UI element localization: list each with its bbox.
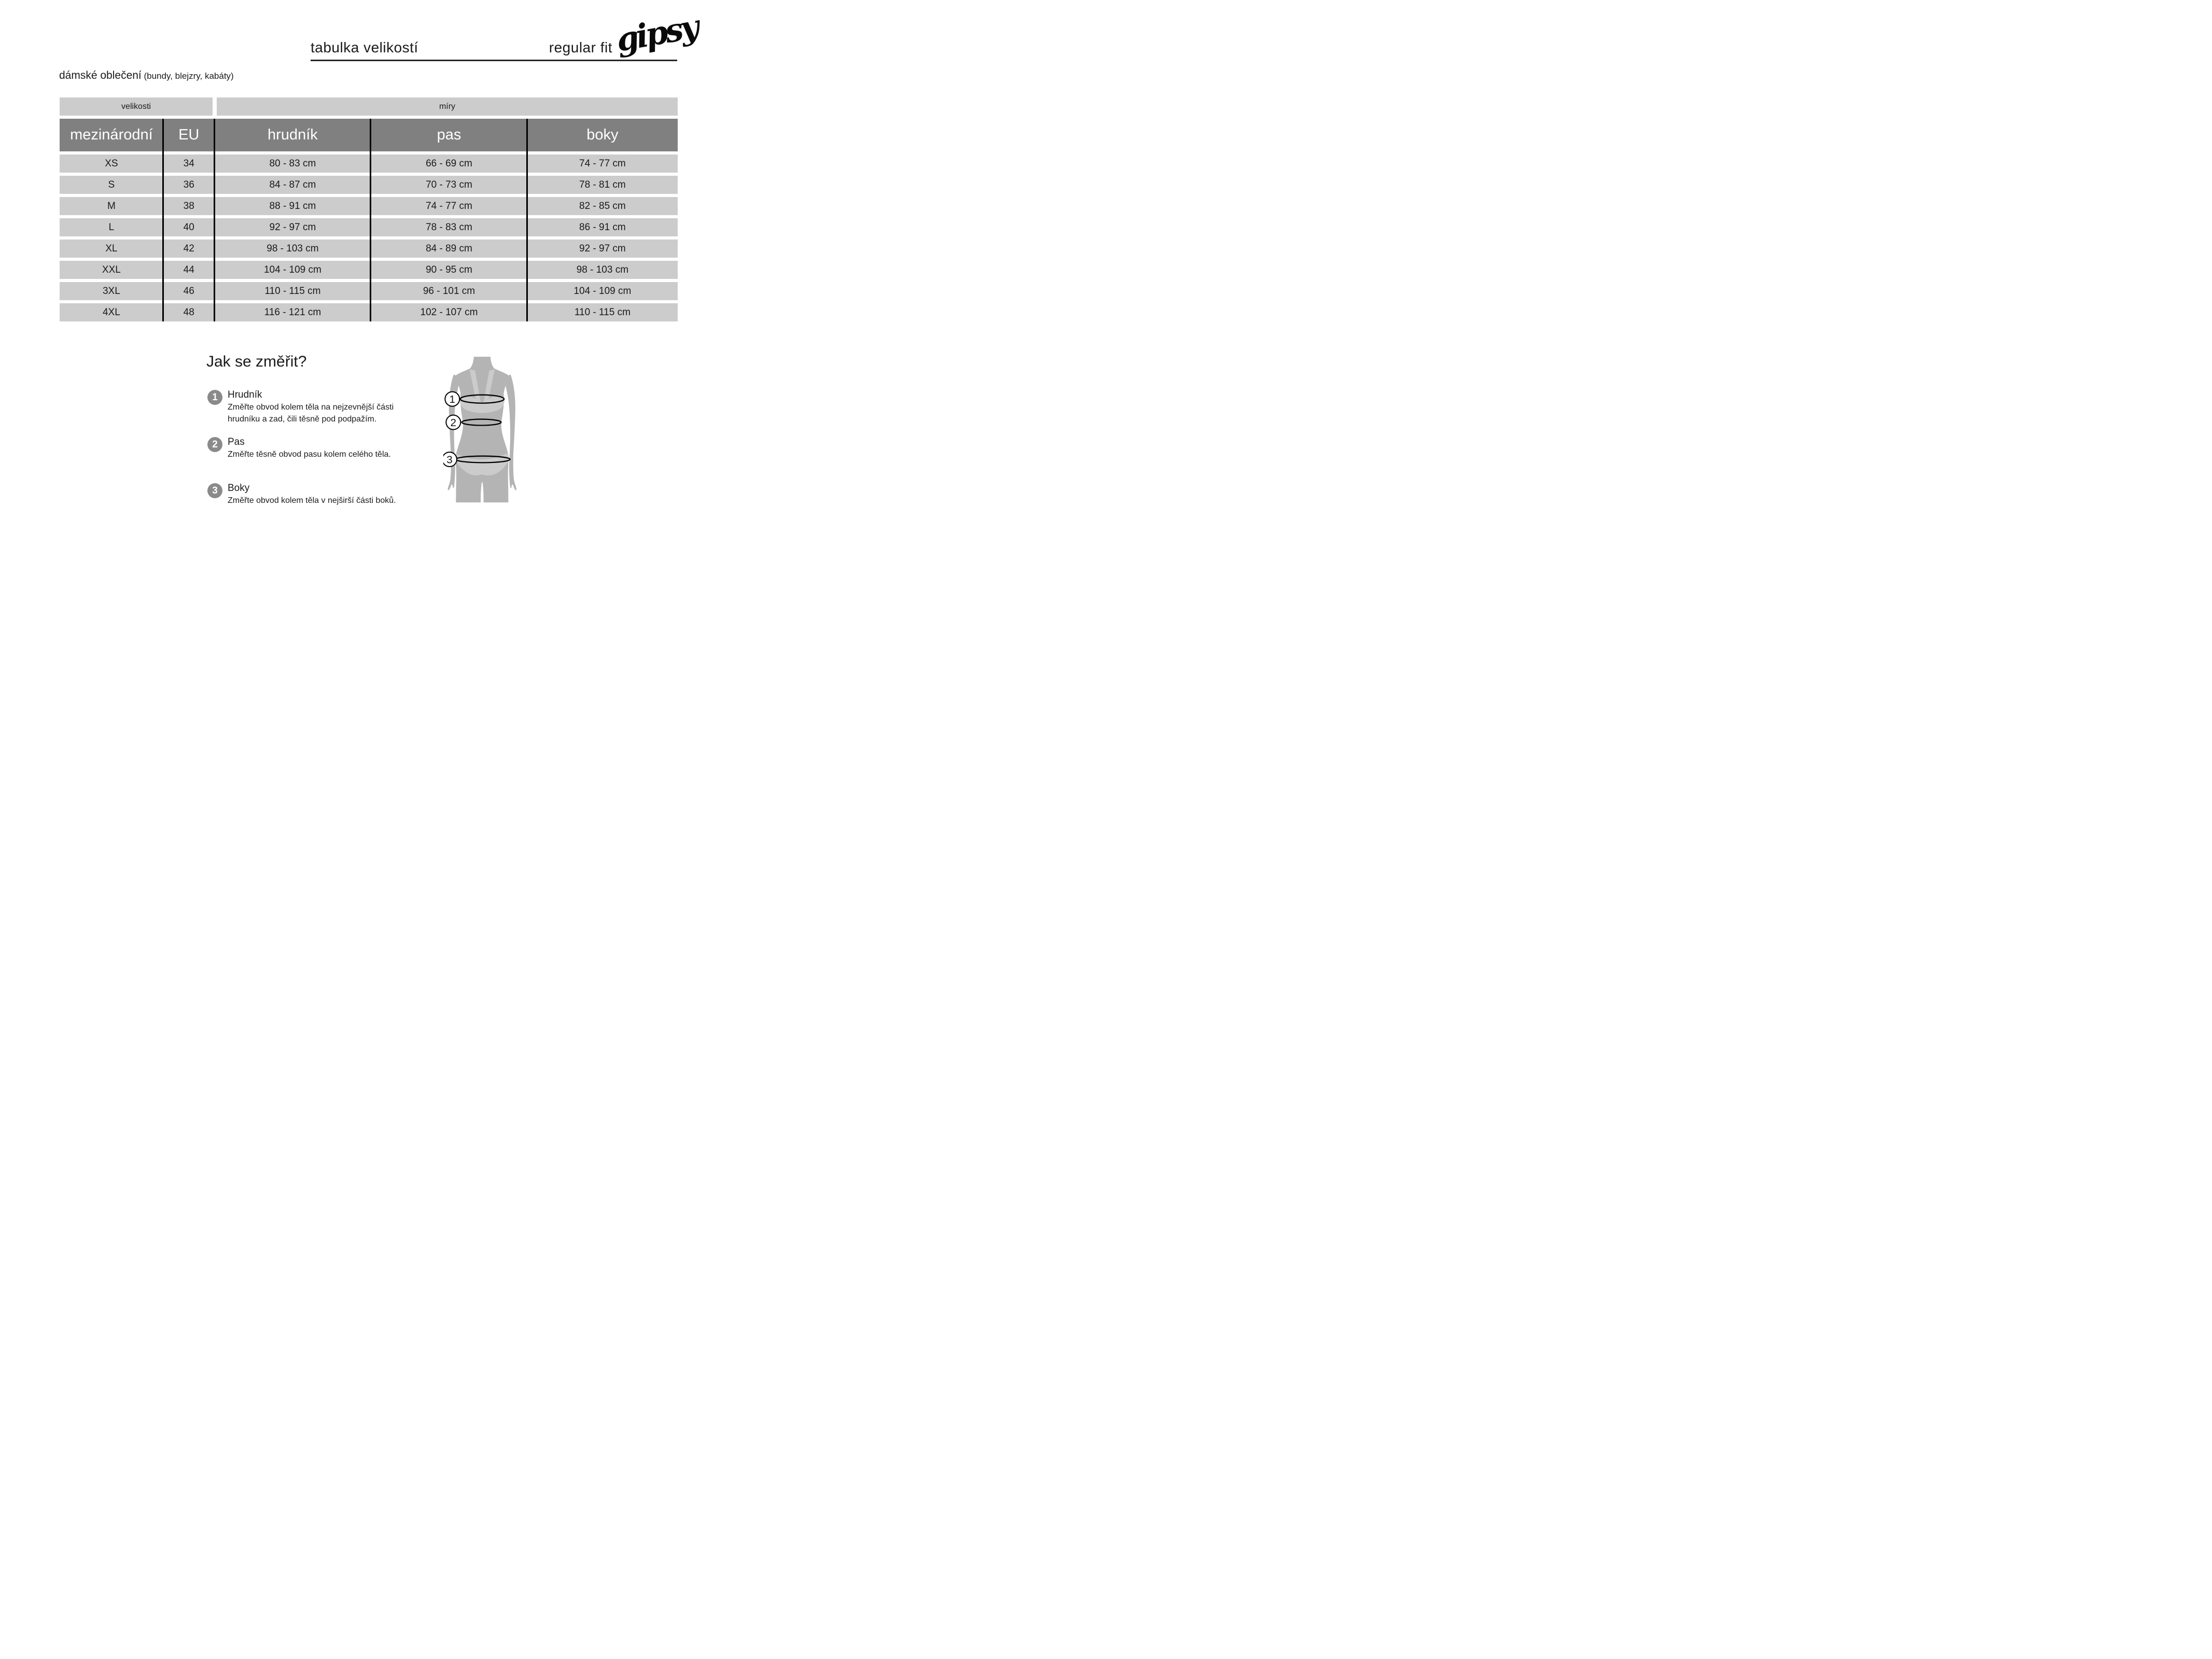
table-row	[60, 197, 678, 215]
howto-heading: Jak se změřit?	[206, 353, 307, 370]
table-cell-hips: 86 - 91 cm	[579, 221, 626, 233]
table-cell-waist: 70 - 73 cm	[426, 179, 472, 190]
column-header-eu: EU	[178, 126, 200, 143]
step-3-desc-line: Změřte obvod kolem těla v nejširší části boků.	[228, 496, 396, 505]
table-cell-chest: 104 - 109 cm	[263, 264, 321, 275]
table-row	[60, 240, 678, 258]
table-cell-intl: 4XL	[102, 306, 120, 318]
table-cell-chest: 98 - 103 cm	[267, 243, 319, 254]
table-cell-intl: XXL	[102, 264, 121, 275]
table-cell-intl: XS	[105, 158, 118, 169]
table-cell-eu: 42	[183, 243, 194, 254]
table-cell-chest: 116 - 121 cm	[264, 306, 321, 318]
table-row	[60, 282, 678, 300]
table-cell-intl: L	[108, 221, 115, 233]
figure-label-3: 3	[446, 454, 453, 466]
category-name: dámské oblečení	[59, 69, 142, 81]
step-1-badge: 1	[207, 390, 222, 405]
brand-logo: gipsy	[613, 7, 700, 59]
step-2-desc-line: Změřte těsně obvod pasu kolem celého těla.	[228, 450, 391, 459]
table-cell-chest: 110 - 115 cm	[264, 285, 321, 297]
table-row	[60, 218, 678, 236]
table-cell-eu: 34	[183, 158, 194, 169]
table-cell-hips: 78 - 81 cm	[579, 179, 626, 190]
group-header-measures: míry	[217, 97, 678, 116]
figure-label-1: 1	[449, 393, 456, 405]
column-header-hips: boky	[586, 126, 619, 143]
group-header-sizes: velikosti	[60, 97, 213, 116]
step-1-title: Hrudník	[228, 389, 262, 400]
table-cell-chest: 92 - 97 cm	[269, 221, 316, 233]
table-cell-waist: 96 - 101 cm	[423, 285, 475, 297]
table-cell-eu: 46	[183, 285, 194, 297]
table-cell-hips: 92 - 97 cm	[579, 243, 626, 254]
table-cell-hips: 74 - 77 cm	[579, 158, 626, 169]
column-divider	[162, 119, 164, 321]
figure-torso	[455, 357, 509, 502]
category-subtitle	[59, 69, 234, 82]
table-cell-eu: 44	[183, 264, 194, 275]
howto-item-hips	[207, 482, 396, 507]
step-3-title: Boky	[228, 483, 250, 494]
table-cell-eu: 36	[183, 179, 194, 190]
column-divider	[214, 119, 215, 321]
howto-item-chest	[207, 389, 394, 425]
column-header-chest: hrudník	[268, 126, 318, 143]
table-cell-chest: 80 - 83 cm	[269, 158, 316, 169]
step-3-badge: 3	[207, 483, 222, 498]
column-divider	[370, 119, 371, 321]
table-cell-eu: 40	[183, 221, 194, 233]
step-1-desc-line: Změřte obvod kolem těla na nejzevnější části	[228, 403, 394, 412]
table-cell-hips: 82 - 85 cm	[579, 200, 626, 212]
howto-item-waist	[207, 436, 391, 460]
table-cell-intl: M	[107, 200, 116, 212]
table-cell-hips: 98 - 103 cm	[576, 264, 629, 275]
column-header-waist: pas	[437, 126, 461, 143]
table-cell-waist: 66 - 69 cm	[426, 158, 472, 169]
table-cell-intl: 3XL	[102, 285, 120, 297]
step-1-desc-line: hrudníku a zad, čili těsně pod podpažím.	[228, 415, 377, 424]
fit-label: regular fit	[549, 39, 612, 55]
page-title: tabulka velikostí	[311, 39, 418, 55]
table-cell-hips: 110 - 115 cm	[574, 306, 631, 318]
table-cell-waist: 74 - 77 cm	[426, 200, 472, 212]
table-column-header	[60, 119, 678, 151]
table-cell-waist: 84 - 89 cm	[426, 243, 472, 254]
body-measurement-figure	[443, 357, 520, 503]
table-row	[60, 176, 678, 194]
column-divider	[526, 119, 528, 321]
table-cell-chest: 84 - 87 cm	[269, 179, 316, 190]
table-cell-chest: 88 - 91 cm	[269, 200, 316, 212]
table-cell-intl: S	[108, 179, 115, 190]
table-row	[60, 303, 678, 321]
table-cell-hips: 104 - 109 cm	[573, 285, 632, 297]
step-2-title: Pas	[228, 437, 245, 447]
table-cell-waist: 90 - 95 cm	[426, 264, 472, 275]
table-cell-eu: 48	[183, 306, 194, 318]
step-2-badge: 2	[207, 437, 222, 452]
table-cell-intl: XL	[105, 243, 118, 254]
table-row	[60, 154, 678, 173]
table-cell-waist: 102 - 107 cm	[420, 306, 478, 318]
table-row	[60, 261, 678, 279]
category-detail: (bundy, blejzry, kabáty)	[141, 71, 234, 81]
table-cell-eu: 38	[183, 200, 194, 212]
column-header-international: mezinárodní	[70, 126, 153, 143]
figure-label-2: 2	[450, 416, 457, 429]
table-cell-waist: 78 - 83 cm	[426, 221, 472, 233]
